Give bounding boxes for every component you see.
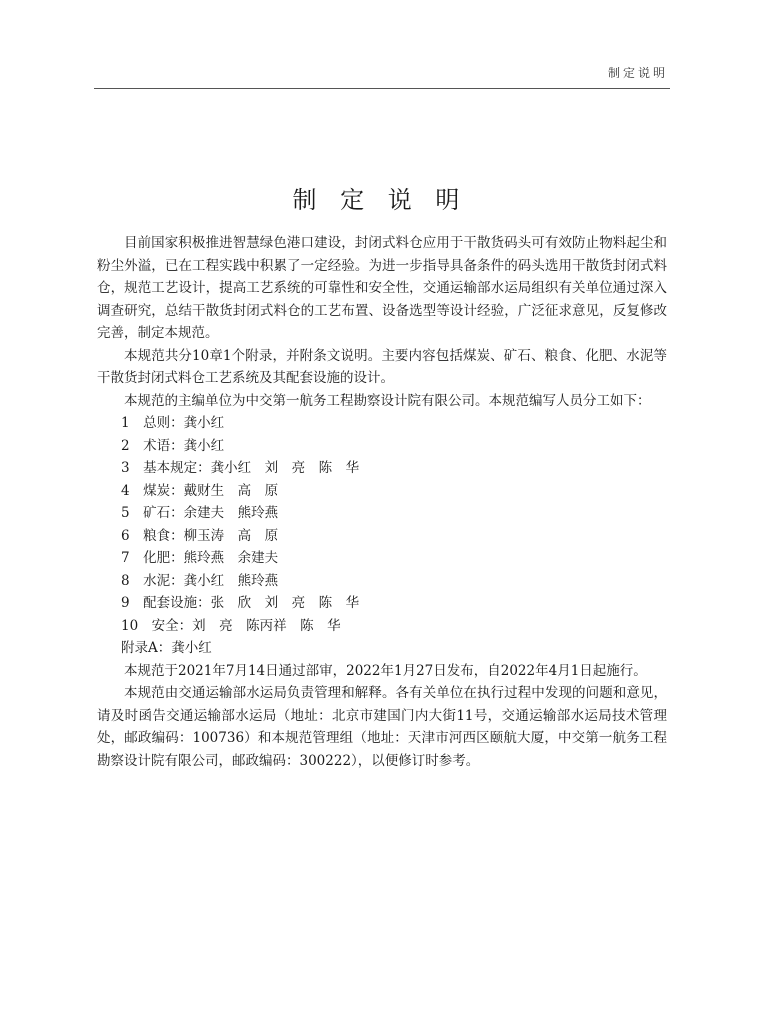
paragraph-contents: 本规范共分10章1个附录，并附条文说明。主要内容包括煤炭、矿石、粮食、化肥、水泥等干散货封闭式料仓工艺系统及其配套设施的设计。 (97, 347, 667, 386)
author-item: 6 粮食：柳玉涛 高 原 (121, 527, 279, 544)
author-item: 7 化肥：熊玲燕 余建夫 (121, 550, 279, 566)
paragraph-effective-date: 本规范于2021年7月14日通过部审，2022年1月27日发布，自2022年4月1日起施行。 (124, 662, 647, 679)
paragraph-editors: 本规范的主编单位为中交第一航务工程勘察设计院有限公司。本规范编写人员分工如下： (124, 392, 651, 409)
author-item: 3 基本规定：龚小红 刘 亮 陈 华 (121, 460, 360, 476)
author-item: 4 煤炭：戴财生 高 原 (121, 482, 279, 499)
author-item: 8 水泥：龚小红 熊玲燕 (121, 572, 279, 589)
author-item: 2 术语：龚小红 (121, 437, 225, 454)
body-text (97, 232, 667, 772)
page-title: 制 定 说 明 (292, 186, 468, 214)
paragraph-management: 本规范由交通运输部水运局负责管理和解释。各有关单位在执行过程中发现的问题和意见，请及时函告交通运输部水运局（地址：北京市建国门内大街11号，交通运输部水运局技术管理处，邮政编码：100736）和本规范管理组（地址：天津市河西区颐航大厦，中交第一航务工程勘察设计院有限公司，邮政编码：300222），以便修订时参考。 (97, 685, 667, 769)
header-rule (94, 88, 670, 89)
author-item: 附录A：龚小红 (121, 640, 212, 656)
author-item: 9 配套设施：张 欣 刘 亮 陈 华 (121, 595, 360, 611)
author-item: 10 安全：刘 亮 陈丙祥 陈 华 (121, 617, 341, 634)
author-item: 1 总则：龚小红 (121, 415, 225, 431)
paragraph-background: 目前国家积极推进智慧绿色港口建设，封闭式料仓应用于干散货码头可有效防止物料起尘和粉尘外溢，已在工程实践中积累了一定经验。为进一步指导具备条件的码头选用干散货封闭式料仓，规范工艺设计，提高工艺系统的可靠性和安全性，交通运输部水运局组织有关单位通过深入调查研究，总结干散货封闭式料仓的工艺布置、设备选型等设计经验，广泛征求意见，反复修改完善，制定本规范。 (97, 235, 667, 341)
running-header: 制定说明 (607, 66, 668, 80)
author-item: 5 矿石：余建夫 熊玲燕 (121, 505, 279, 521)
